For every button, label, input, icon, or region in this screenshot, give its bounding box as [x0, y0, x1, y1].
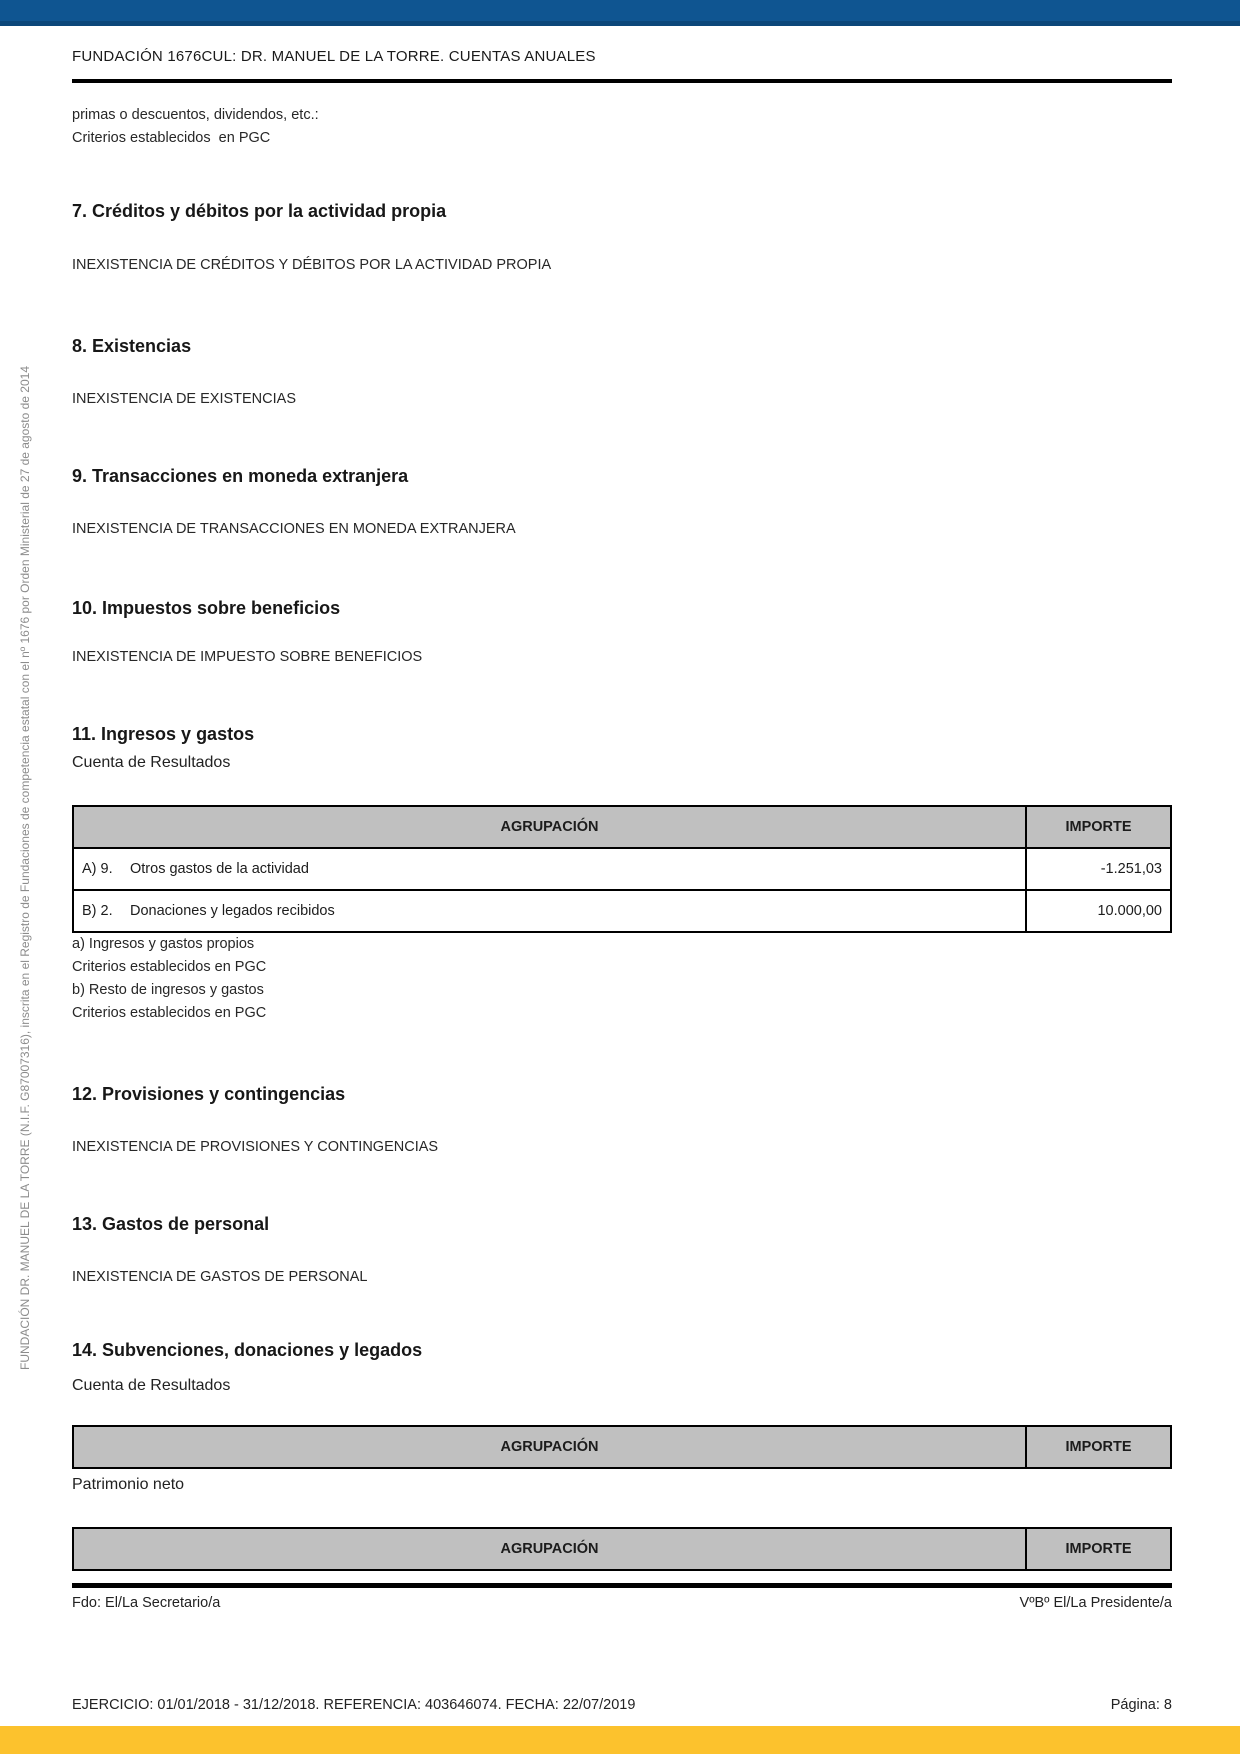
table-header-row — [74, 807, 1170, 847]
section-body-8: INEXISTENCIA DE EXISTENCIAS — [72, 391, 296, 407]
bottom-banner-bar — [0, 1726, 1240, 1754]
registry-vertical-text: FUNDACIÓN DR. MANUEL DE LA TORRE (N.I.F. G87007316), inscrita en el Registro de Fundaciones de competencia estatal con el nº 1676 por Orden Ministerial de 27 de agosto de 2014 — [18, 366, 32, 1370]
row-code: A) 9. — [82, 861, 113, 877]
section-body-7: INEXISTENCIA DE CRÉDITOS Y DÉBITOS POR LA ACTIVIDAD PROPIA — [72, 257, 552, 273]
section-heading-9: 9. Transacciones en moneda extranjera — [72, 466, 409, 486]
table-header-row — [74, 1427, 1170, 1467]
page-header-title: FUNDACIÓN 1676CUL: DR. MANUEL DE LA TORRE. CUENTAS ANUALES — [72, 48, 596, 65]
row-code: B) 2. — [82, 903, 113, 919]
row-label — [74, 861, 1025, 877]
intro-line: primas o descuentos, dividendos, etc.: — [72, 107, 319, 123]
header-divider-rule — [72, 79, 1172, 83]
subvenciones-table-empty — [72, 1425, 1172, 1469]
patrimonio-neto-label: Patrimonio neto — [72, 1476, 185, 1493]
row-importe: 10.000,00 — [1025, 891, 1170, 931]
section-body-9: INEXISTENCIA DE TRANSACCIONES EN MONEDA EXTRANJERA — [72, 521, 516, 537]
footer-page-number: Página: 8 — [1110, 1697, 1172, 1713]
table-note: a) Ingresos y gastos propios — [72, 936, 255, 952]
column-header-agrupacion: AGRUPACIÓN — [500, 819, 599, 835]
row-label — [74, 903, 1025, 919]
section-heading-14: 14. Subvenciones, donaciones y legados — [72, 1340, 423, 1360]
signature-row — [72, 1595, 1172, 1611]
page-footer — [72, 1697, 1172, 1713]
column-header-agrupacion: AGRUPACIÓN — [500, 1541, 599, 1557]
section-subtitle-14: Cuenta de Resultados — [72, 1377, 231, 1394]
signature-divider-rule — [72, 1583, 1172, 1588]
top-banner-bar — [0, 0, 1240, 26]
table-row — [74, 847, 1170, 889]
signature-secretario: Fdo: El/La Secretario/a — [72, 1595, 221, 1611]
row-label-text: Otros gastos de la actividad — [130, 861, 309, 877]
intro-line: Criterios establecidos en PGC — [72, 130, 271, 146]
patrimonio-table-empty — [72, 1527, 1172, 1571]
table-note: Criterios establecidos en PGC — [72, 1005, 267, 1021]
section-subtitle-11: Cuenta de Resultados — [72, 754, 231, 771]
signature-presidente: VºBº El/La Presidente/a — [1019, 1595, 1172, 1611]
row-importe: -1.251,03 — [1025, 849, 1170, 889]
column-header-agrupacion: AGRUPACIÓN — [500, 1439, 599, 1455]
section-body-13: INEXISTENCIA DE GASTOS DE PERSONAL — [72, 1269, 368, 1285]
column-header-importe: IMPORTE — [1025, 807, 1170, 847]
section-heading-12: 12. Provisiones y contingencias — [72, 1084, 346, 1104]
section-heading-10: 10. Impuestos sobre beneficios — [72, 598, 341, 618]
table-note: Criterios establecidos en PGC — [72, 959, 267, 975]
row-label-text: Donaciones y legados recibidos — [130, 903, 335, 919]
table-row — [74, 889, 1170, 931]
section-heading-8: 8. Existencias — [72, 336, 192, 356]
table-header-row — [74, 1529, 1170, 1569]
section-heading-13: 13. Gastos de personal — [72, 1214, 270, 1234]
section-body-10: INEXISTENCIA DE IMPUESTO SOBRE BENEFICIOS — [72, 649, 423, 665]
section-heading-11: 11. Ingresos y gastos — [72, 724, 255, 744]
section-body-12: INEXISTENCIA DE PROVISIONES Y CONTINGENCIAS — [72, 1139, 439, 1155]
column-header-importe: IMPORTE — [1025, 1427, 1170, 1467]
income-expense-table — [72, 805, 1172, 933]
table-note: b) Resto de ingresos y gastos — [72, 982, 264, 998]
footer-ejercicio-info: EJERCICIO: 01/01/2018 - 31/12/2018. REFERENCIA: 403646074. FECHA: 22/07/2019 — [72, 1697, 636, 1713]
column-header-importe: IMPORTE — [1025, 1529, 1170, 1569]
section-heading-7: 7. Créditos y débitos por la actividad propia — [72, 201, 447, 221]
